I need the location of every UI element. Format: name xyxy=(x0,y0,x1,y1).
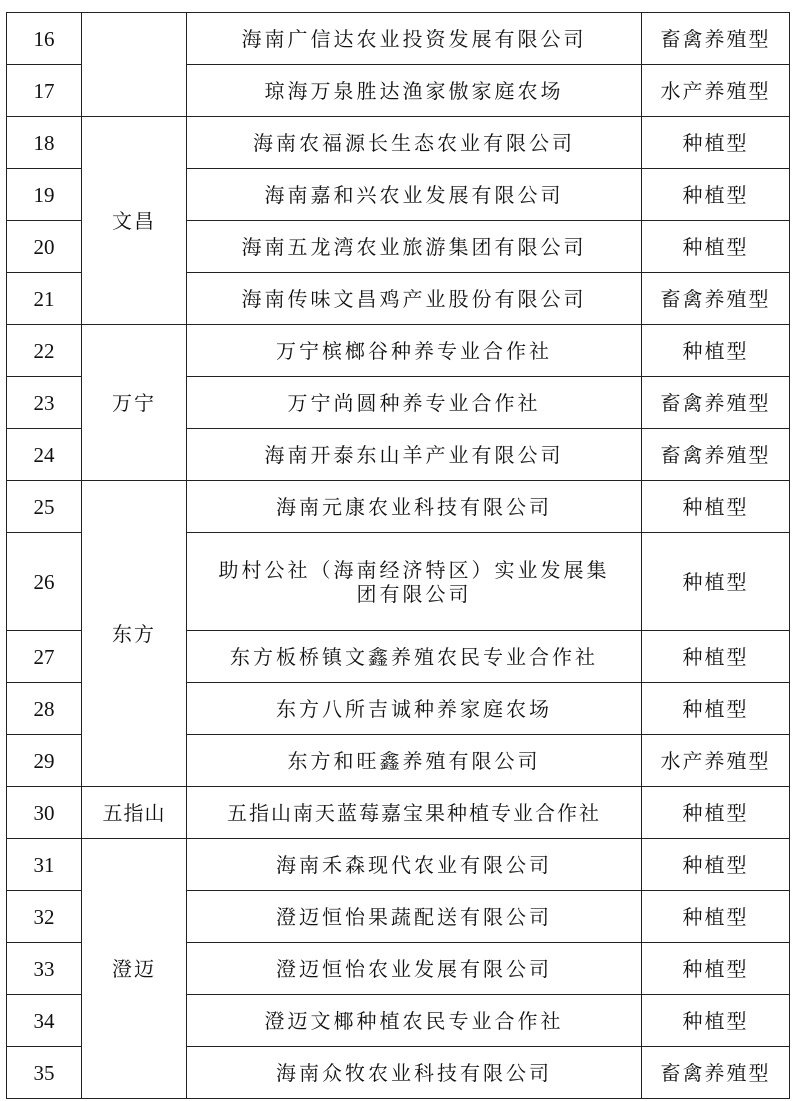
row-number: 30 xyxy=(7,787,82,839)
region-cell: 五指山 xyxy=(82,787,187,839)
region-cell: 文昌 xyxy=(82,117,187,325)
enterprise-name: 东方八所吉诚种养家庭农场 xyxy=(187,683,642,735)
enterprise-type: 种植型 xyxy=(642,683,790,735)
row-number: 24 xyxy=(7,429,82,481)
enterprise-table xyxy=(6,12,790,1099)
enterprise-name: 海南禾森现代农业有限公司 xyxy=(187,839,642,891)
enterprise-type: 种植型 xyxy=(642,481,790,533)
enterprise-type: 畜禽养殖型 xyxy=(642,1047,790,1099)
enterprise-name: 万宁槟榔谷种养专业合作社 xyxy=(187,325,642,377)
enterprise-name: 海南传味文昌鸡产业股份有限公司 xyxy=(187,273,642,325)
enterprise-type: 种植型 xyxy=(642,943,790,995)
enterprise-type: 种植型 xyxy=(642,169,790,221)
enterprise-type: 种植型 xyxy=(642,221,790,273)
row-number: 32 xyxy=(7,891,82,943)
row-number: 26 xyxy=(7,533,82,631)
row-number: 18 xyxy=(7,117,82,169)
row-number: 16 xyxy=(7,13,82,65)
enterprise-name: 东方和旺鑫养殖有限公司 xyxy=(187,735,642,787)
row-number: 33 xyxy=(7,943,82,995)
table-row xyxy=(7,117,790,169)
enterprise-name: 海南元康农业科技有限公司 xyxy=(187,481,642,533)
enterprise-type: 种植型 xyxy=(642,533,790,631)
enterprise-type: 种植型 xyxy=(642,891,790,943)
table-row xyxy=(7,481,790,533)
enterprise-type: 畜禽养殖型 xyxy=(642,13,790,65)
row-number: 23 xyxy=(7,377,82,429)
enterprise-type: 种植型 xyxy=(642,995,790,1047)
row-number: 21 xyxy=(7,273,82,325)
row-number: 25 xyxy=(7,481,82,533)
enterprise-name: 海南广信达农业投资发展有限公司 xyxy=(187,13,642,65)
row-number: 22 xyxy=(7,325,82,377)
row-number: 19 xyxy=(7,169,82,221)
enterprise-type: 种植型 xyxy=(642,117,790,169)
enterprise-type: 水产养殖型 xyxy=(642,735,790,787)
row-number: 20 xyxy=(7,221,82,273)
region-cell: 东方 xyxy=(82,481,187,787)
enterprise-type: 水产养殖型 xyxy=(642,65,790,117)
region-cell: 澄迈 xyxy=(82,839,187,1099)
enterprise-type: 畜禽养殖型 xyxy=(642,273,790,325)
enterprise-type: 种植型 xyxy=(642,325,790,377)
row-number: 17 xyxy=(7,65,82,117)
enterprise-name: 海南开泰东山羊产业有限公司 xyxy=(187,429,642,481)
enterprise-name: 海南众牧农业科技有限公司 xyxy=(187,1047,642,1099)
enterprise-name: 海南农福源长生态农业有限公司 xyxy=(187,117,642,169)
enterprise-type: 畜禽养殖型 xyxy=(642,429,790,481)
table-row xyxy=(7,839,790,891)
enterprise-name: 琼海万泉胜达渔家傲家庭农场 xyxy=(187,65,642,117)
table-row xyxy=(7,325,790,377)
enterprise-name: 万宁尚圆种养专业合作社 xyxy=(187,377,642,429)
enterprise-name: 东方板桥镇文鑫养殖农民专业合作社 xyxy=(187,631,642,683)
region-cell: 万宁 xyxy=(82,325,187,481)
enterprise-name: 海南嘉和兴农业发展有限公司 xyxy=(187,169,642,221)
enterprise-name: 澄迈恒怡农业发展有限公司 xyxy=(187,943,642,995)
enterprise-name: 助村公社（海南经济特区）实业发展集团有限公司 xyxy=(187,533,642,631)
table-row xyxy=(7,13,790,65)
row-number: 35 xyxy=(7,1047,82,1099)
row-number: 29 xyxy=(7,735,82,787)
region-cell xyxy=(82,13,187,117)
row-number: 28 xyxy=(7,683,82,735)
enterprise-type: 种植型 xyxy=(642,631,790,683)
enterprise-type: 畜禽养殖型 xyxy=(642,377,790,429)
row-number: 31 xyxy=(7,839,82,891)
enterprise-name: 澄迈文椰种植农民专业合作社 xyxy=(187,995,642,1047)
enterprise-type: 种植型 xyxy=(642,787,790,839)
enterprise-name: 五指山南天蓝莓嘉宝果种植专业合作社 xyxy=(187,787,642,839)
table-row xyxy=(7,787,790,839)
enterprise-name: 澄迈恒怡果蔬配送有限公司 xyxy=(187,891,642,943)
enterprise-type: 种植型 xyxy=(642,839,790,891)
enterprise-name: 海南五龙湾农业旅游集团有限公司 xyxy=(187,221,642,273)
row-number: 27 xyxy=(7,631,82,683)
row-number: 34 xyxy=(7,995,82,1047)
